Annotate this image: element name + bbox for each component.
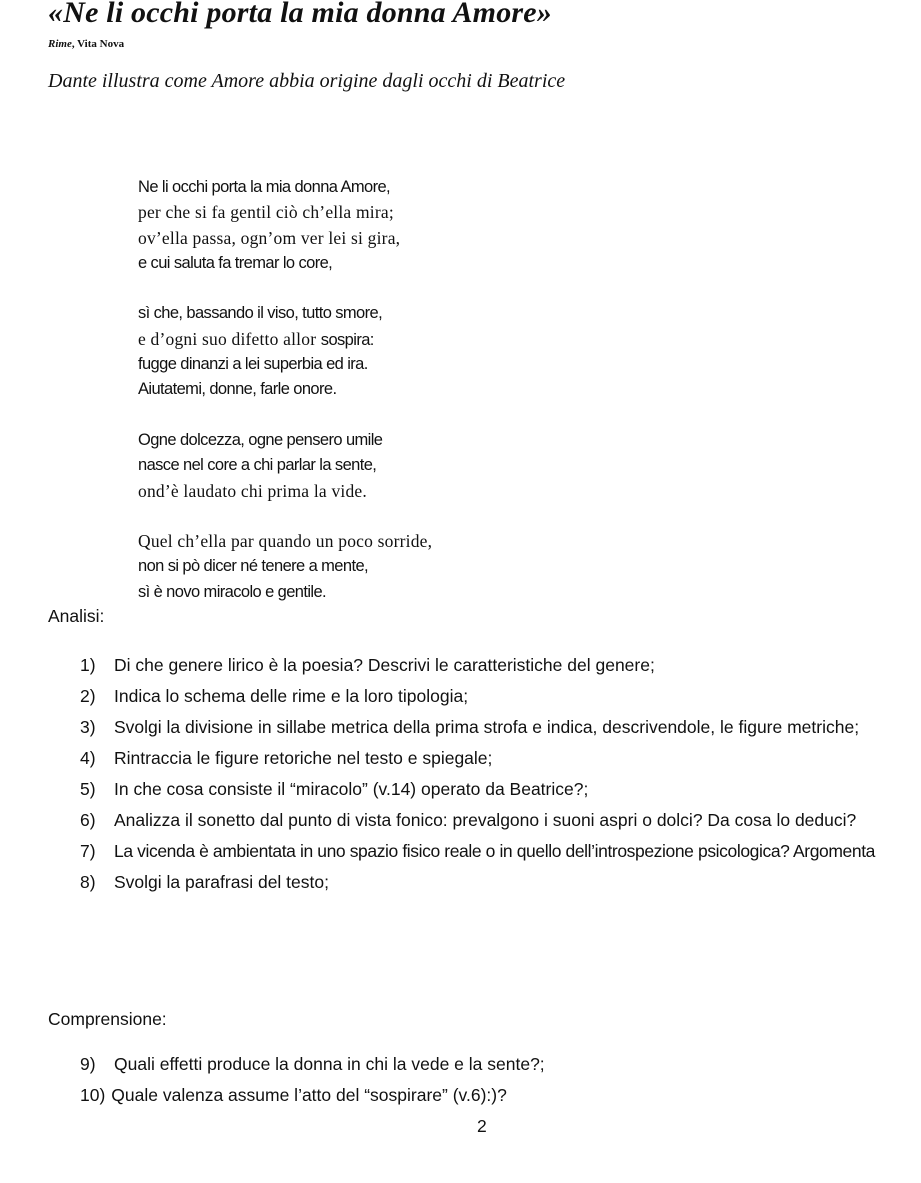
question-item	[80, 836, 921, 867]
question-number: 6)	[80, 810, 96, 830]
question-item	[80, 1049, 921, 1080]
poem-verse: nasce nel core a chi parlar la sente,	[138, 456, 377, 475]
comprensione-label: Comprensione:	[48, 1009, 167, 1029]
page-title: «Ne li occhi porta la mia donna Amore»	[48, 0, 553, 29]
poem-verse: Quel ch’ella par quando un poco sorride,	[138, 531, 433, 552]
question-number: 3)	[80, 717, 96, 737]
poem	[138, 175, 432, 605]
question-text: Quali effetti produce la donna in chi la vede e la sente?;	[114, 1054, 545, 1074]
poem-verse: Ne li occhi porta la mia donna Amore,	[138, 178, 391, 196]
poem-verse: sì è novo miracolo e gentile.	[138, 582, 327, 601]
analisi-question-list	[80, 650, 921, 898]
question-item	[80, 805, 921, 836]
poem-verse	[138, 327, 432, 352]
comprensione-question-list	[80, 1049, 921, 1111]
poem-verse: Aiutatemi, donne, farle onore.	[138, 380, 337, 399]
question-text: Svolgi la divisione in sillabe metrica della prima strofa e indica, descrivendole, le figure metriche;	[114, 717, 860, 737]
question-text: Svolgi la parafrasi del testo;	[114, 872, 329, 892]
page-number: 2	[477, 1116, 487, 1136]
question-text: La vicenda è ambientata in uno spazio fisico reale o in quello dell’introspezione psicologica? Argomenta	[114, 841, 875, 861]
question-number: 10)	[80, 1085, 106, 1105]
poem-verse-part: e d’ogni suo difetto allor	[138, 328, 321, 349]
source-rime: Rime	[48, 38, 72, 50]
question-number: 7)	[80, 841, 96, 861]
question-text: Rintraccia le figure retoriche nel testo e spiegale;	[114, 748, 493, 768]
poem-verse: per che si fa gentil ciò ch’ella mira;	[138, 202, 394, 223]
question-number: 1)	[80, 655, 96, 675]
poem-verse: ond’è laudato chi prima la vide.	[138, 480, 367, 501]
question-number: 8)	[80, 872, 96, 892]
question-item	[80, 650, 921, 681]
question-item	[80, 867, 921, 898]
question-item	[80, 743, 921, 774]
question-item	[80, 774, 921, 805]
question-text: Analizza il sonetto dal punto di vista fonico: prevalgono i suoni aspri o dolci? Da cosa lo deduci?	[114, 810, 857, 830]
question-text: Quale valenza assume l’atto del “sospirare” (v.6):)?	[111, 1085, 507, 1105]
source-vita-nova: , Vita Nova	[71, 38, 125, 50]
poem-verse: e cui saluta fa tremar lo core,	[138, 253, 333, 272]
question-text: In che cosa consiste il “miracolo” (v.14) operato da Beatrice?;	[114, 779, 589, 799]
poem-verse: sì che, bassando il viso, tutto smore,	[138, 304, 383, 323]
poem-verse: fugge dinanzi a lei superbia ed ira.	[138, 355, 368, 374]
question-item	[80, 681, 921, 712]
poem-verse: ov’ella passa, ogn’om ver lei si gira,	[138, 227, 401, 248]
question-number: 4)	[80, 748, 96, 768]
question-number: 5)	[80, 779, 96, 799]
analisi-label: Analisi:	[48, 606, 105, 626]
question-text: Di che genere lirico è la poesia? Descrivi le caratteristiche del genere;	[114, 655, 655, 675]
question-item	[80, 1080, 921, 1111]
poem-verse: non si pò dicer né tenere a mente,	[138, 557, 369, 576]
question-text: Indica lo schema delle rime e la loro tipologia;	[114, 686, 469, 706]
poem-verse: Ogne dolcezza, ogne pensero umile	[138, 430, 383, 449]
subtitle: Dante illustra come Amore abbia origine dagli occhi di Beatrice	[48, 70, 566, 92]
source-reference	[48, 38, 124, 50]
poem-verse-part: sospira:	[320, 330, 374, 349]
question-item	[80, 712, 921, 743]
question-number: 9)	[80, 1054, 96, 1074]
question-number: 2)	[80, 686, 96, 706]
